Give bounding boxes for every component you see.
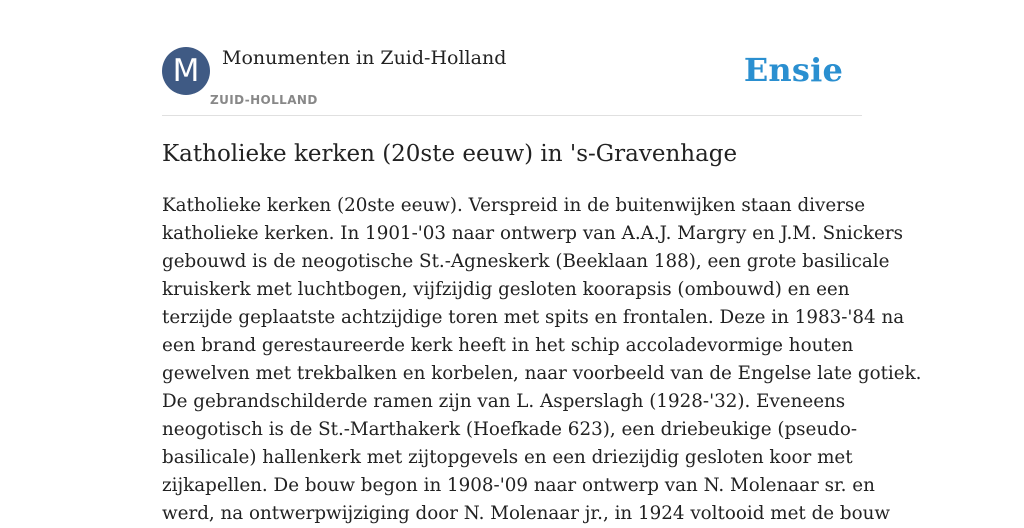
article-body-line: werd, na ontwerpwijziging door N. Molenaar jr., in 1924 voltooid met de bouw (162, 503, 891, 524)
article-body-line: gewelven met trekbalken en korbelen, naar voorbeeld van de Engelse late gotiek. (162, 363, 922, 384)
source-header (162, 46, 862, 116)
article-body-line: De gebrandschilderde ramen zijn van L. Asperslagh (1928-'32). Eveneens (162, 391, 846, 412)
article-body-line: Katholieke kerken (20ste eeuw). Verspreid in de buitenwijken staan diverse (162, 195, 866, 216)
article-body-line: kruiskerk met luchtbogen, vijfzijdig gesloten koorapsis (ombouwd) en een (162, 279, 850, 300)
ensie-logo[interactable]: Ensie (743, 51, 843, 89)
source-region-tag[interactable]: ZUID-HOLLAND (210, 93, 318, 107)
article-body-line: terzijde geplaatste achtzijdige toren met spits en frontalen. Deze in 1983-'84 na (162, 307, 905, 328)
header-divider (162, 115, 862, 116)
article-body-line: neogotisch is de St.-Marthakerk (Hoefkade 623), een driebeukige (pseudo- (162, 419, 858, 440)
source-avatar[interactable]: M (162, 47, 210, 95)
article-body-line: gebouwd is de neogotische St.-Agneskerk (Beeklaan 188), een grote basilicale (162, 251, 890, 272)
article-body-line: katholieke kerken. In 1901-'03 naar ontwerp van A.A.J. Margry en J.M. Snickers (162, 223, 903, 244)
article-title: Katholieke kerken (20ste eeuw) in 's-Gravenhage (162, 141, 738, 167)
article-body-line: een brand gerestaureerde kerk heeft in het schip accoladevormige houten (162, 335, 854, 356)
source-title-link[interactable]: Monumenten in Zuid-Holland (222, 47, 507, 69)
article-body (162, 192, 922, 528)
article-body-line: basilicale) hallenkerk met zijtopgevels en een driezijdig gesloten koor met (162, 447, 853, 468)
article-body-line: zijkapellen. De bouw begon in 1908-'09 naar ontwerp van N. Molenaar sr. en (162, 475, 875, 496)
